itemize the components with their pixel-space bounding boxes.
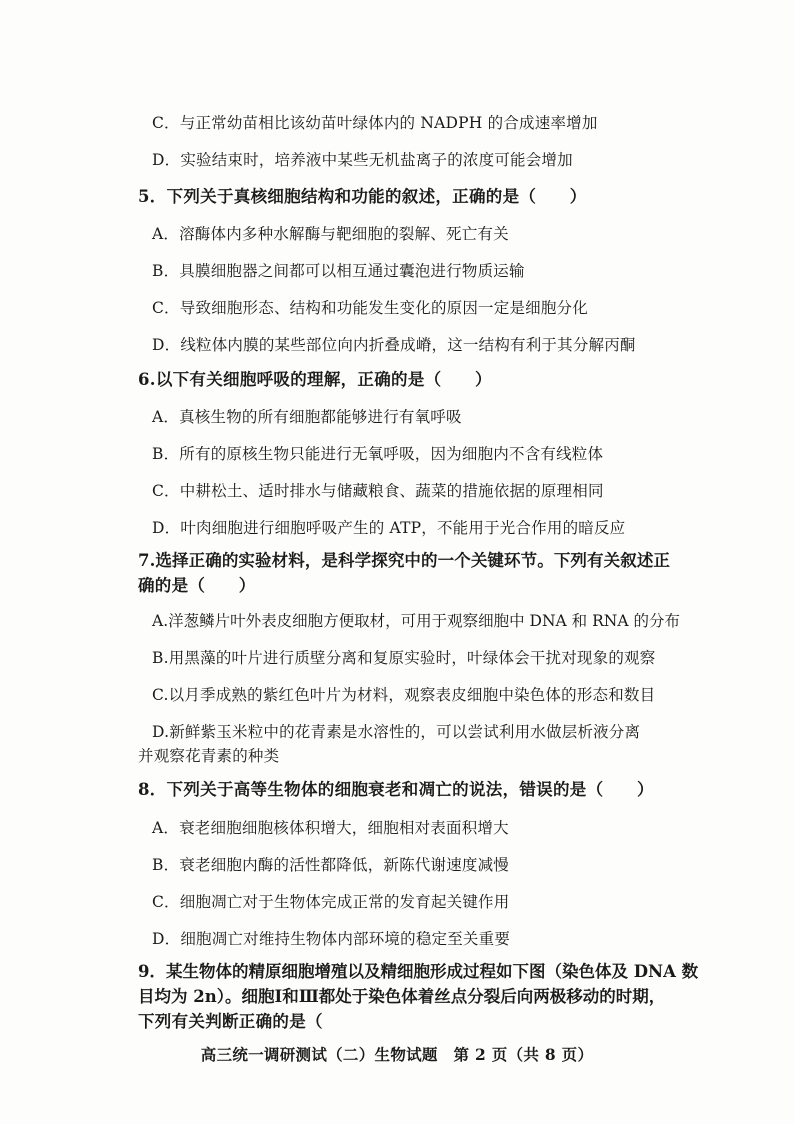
q7-option-a: A.洋葱鳞片叶外表皮细胞方便取材，可用于观察细胞中 DNA 和 RNA 的分布 (152, 612, 680, 630)
q4-option-c: C．与正常幼苗相比该幼苗叶绿体内的 NADPH 的合成速率增加 (152, 114, 598, 132)
q5-option-b: B．具膜细胞器之间都可以相互通过囊泡进行物质运输 (152, 262, 525, 280)
q9-stem-line1: 9．某生物体的精原细胞增殖以及精细胞形成过程如下图（染色体及 DNA 数 (138, 962, 699, 981)
page-footer: 高三统一调研测试（二）生物试题 第 2 页（共 8 页） (200, 1045, 594, 1064)
q5-option-c: C．导致细胞形态、结构和功能发生变化的原因一定是细胞分化 (152, 299, 588, 317)
q6-option-a: A．真核生物的所有细胞都能够进行有氧呼吸 (152, 408, 462, 426)
q6-option-b: B．所有的原核生物只能进行无氧呼吸，因为细胞内不含有线粒体 (152, 445, 604, 463)
q9-stem-line3: 下列有关判断正确的是（ (138, 1012, 323, 1031)
q9-stem-line2: 目均为 2n）。细胞Ⅰ和Ⅲ都处于染色体着丝点分裂后向两极移动的时期， (138, 987, 666, 1006)
q8-option-c: C．细胞凋亡对于生物体完成正常的发育起关键作用 (152, 893, 510, 911)
q8-option-b: B．衰老细胞内酶的活性都降低，新陈代谢速度减慢 (152, 856, 509, 874)
q6-option-d: D．叶肉细胞进行细胞呼吸产生的 ATP，不能用于光合作用的暗反应 (152, 519, 626, 537)
q8-option-a: A．衰老细胞细胞核体积增大，细胞相对表面积增大 (152, 819, 509, 837)
q6-option-c: C．中耕松土、适时排水与储藏粮食、蔬菜的措施依据的原理相同 (152, 482, 604, 500)
q7-option-d-line1: D.新鲜紫玉米粒中的花青素是水溶性的，可以尝试利用水做层析液分离 (152, 723, 641, 741)
q7-option-c: C.以月季成熟的紫红色叶片为材料，观察表皮细胞中染色体的形态和数目 (152, 686, 656, 704)
q7-stem-line2: 确的是（ ） (138, 576, 256, 595)
q8-stem: 8．下列关于高等生物体的细胞衰老和凋亡的说法，错误的是（ ） (138, 780, 654, 799)
q5-stem: 5．下列关于真核细胞结构和功能的叙述，正确的是（ ） (138, 187, 587, 206)
q4-option-d: D．实验结束时，培养液中某些无机盐离子的浓度可能会增加 (152, 151, 573, 169)
q7-stem-line1: 7.选择正确的实验材料，是科学探究中的一个关键环节。下列有关叙述正 (138, 551, 671, 570)
q7-option-d-line2: 并观察花青素的种类 (138, 747, 280, 765)
q6-stem: 6.以下有关细胞呼吸的理解，正确的是（ ） (138, 370, 492, 389)
q5-option-a: A．溶酶体内多种水解酶与靶细胞的裂解、死亡有关 (152, 225, 509, 243)
q5-option-d: D．线粒体内膜的某些部位向内折叠成嵴，这一结构有利于其分解丙酮 (152, 336, 636, 354)
q7-option-b: B.用黑藻的叶片进行质壁分离和复原实验时，叶绿体会干扰对现象的观察 (152, 649, 656, 667)
q8-option-d: D．细胞凋亡对维持生物体内部环境的稳定至关重要 (152, 930, 511, 948)
